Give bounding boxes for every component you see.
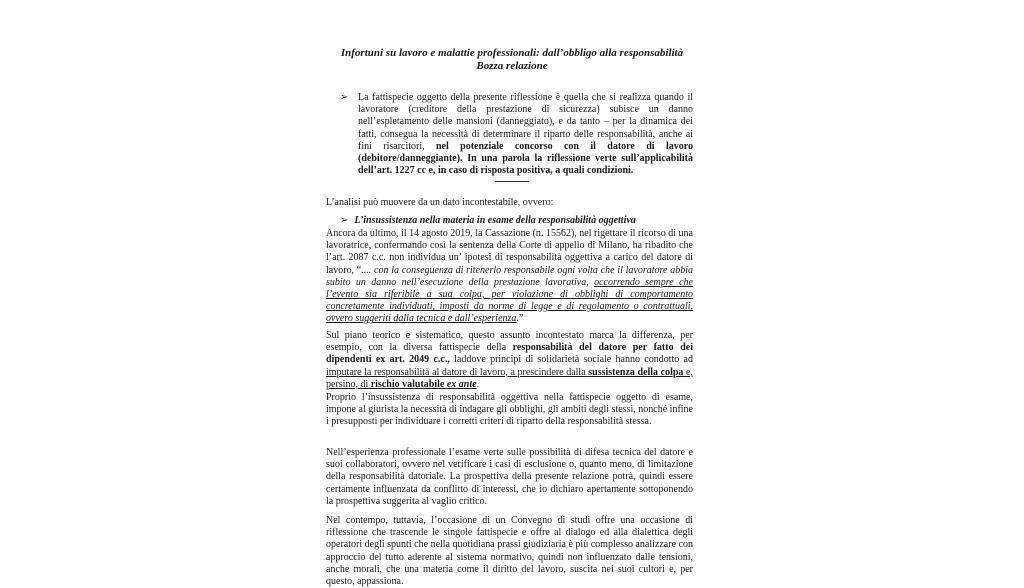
piano-underlined-1: imputare la responsabilità al datore di lavoro, a prescindere dalla xyxy=(326,366,589,378)
cassazione-quote-italic: .... con la conseguenza di ritenerlo responsabile ogni volta che il lavoratore abbia subito un danno nell’esecuzione della prestazione lavorativa, xyxy=(326,264,693,288)
cassazione-paragraph xyxy=(326,228,693,326)
separator-line xyxy=(495,181,529,182)
contempo-paragraph: Nel contempo, tuttavia, l’occasione di un Convegno di studi offre una occasione di riflessione che trascende le singole fattispecie e offre al dialogo ed alla dialettica degli operatori degli spunti che nella quotidiana prassi giudiziaria è più complesso analizzare con approccio del tutto aderente al sistema normativo, quindi non influenzato dalle tensioni, anche morali, che una materia come il diritto del lavoro, suscita nei suoi cultori e, per questo, appassiona. xyxy=(326,515,693,588)
cassazione-quote-close: .” xyxy=(516,313,524,325)
section-heading xyxy=(340,215,700,227)
bullet-arrow-icon: ➢ xyxy=(340,92,349,103)
intro-paragraph xyxy=(358,92,693,177)
analisi-paragraph: L’analisi può muovere da un dato incontestabile, ovvero: xyxy=(326,197,554,208)
document-title: Infortuni su lavoro e malattie professionali: dall’obbligo alla responsabilità xyxy=(340,47,684,59)
intro-text: La fattispecie oggetto della presente riflessione è quella che si realizza quando il lavoratore (creditore della prestazione di sicurezza) subisce un danno nell’espletamento delle mansioni (danneggiato), e da tanto – per la dinamica dei fatti, consegua la necessità di determinare il riparto delle responsabilità, anche ai fini risarcitori, xyxy=(358,92,693,152)
proprio-paragraph: Proprio l’insussistenza di responsabilità oggettiva nella fattispecie oggetto di esame, impone al giurista la necessità di indagare gli obblighi, gli ambiti degli stessi, nonché infine i presupposti per individuare i corretti criteri di riparto della responsabilità stessa. xyxy=(326,392,693,428)
heading-text: L’insussistenza nella materia in esame della responsabilità oggettiva xyxy=(354,215,636,226)
piano-text-1: Sul piano teorico e sistematico, questo assunto incontestato marca la differenza, per esempio, con la diversa fattispecie della xyxy=(326,330,693,354)
piano-underlined-bold-1: sussistenza della colpa xyxy=(588,366,684,378)
piano-bold-1: responsabilità del datore per fatto dei dipendenti ex art. 2049 c.c., xyxy=(326,342,693,366)
piano-text-2: laddove principi di solidarietà sociale hanno condotto ad xyxy=(449,354,693,366)
cassazione-quote-underlined: occorrendo sempre che l’evento sia riferibile a sua colpa, per violazione di obblighi di comportamento concretamente individuati, imposti da norme di legge e di regolamento o contrattuali, ovvero suggeriti dalla tecnica e dall’esperienza xyxy=(326,276,693,325)
piano-underlined-bold-2: rischio valutabile xyxy=(370,378,447,390)
piano-underlined-2: e, persino, di xyxy=(326,366,693,390)
document-subtitle: Bozza relazione xyxy=(476,60,548,72)
piano-end: . xyxy=(476,378,480,390)
piano-underlined-bold-italic: ex ante xyxy=(446,378,477,390)
heading-arrow-icon: ➢ xyxy=(340,215,349,226)
intro-bold-text: nel potenziale concorso con il datore di lavoro (debitore/danneggiante). In una parola la riflessione verte sull’applicabilità dell’art. 1227 cc e, in caso di risposta positiva, a quali condizioni. xyxy=(358,140,693,177)
piano-paragraph xyxy=(326,330,693,391)
cassazione-text: Ancora da ultimo, il 14 agosto 2019, la Cassazione (n. 15562), nel rigettare il ricorso di una lavoratrice, confermando così la sentenza della Corte di appello di Milano, ha ribadito che l’art. 2087 c.c. non individua un’ ipotesi di responsabilità oggettiva a carico del datore di lavoro, “ xyxy=(326,228,693,276)
esperienza-paragraph: Nell’esperienza professionale l’esame verte sulle possibilità di difesa tecnica del datore e suoi collaboratori, ovvero nel verificare i casi di esclusione o, quanto meno, di limitazione della responsabilità datoriale. La prospettiva della presente relazione potrà, quindi essere certamente influenzata da conflitto di interessi, che io dichiaro apertamente sottoponendo la prospettiva suggerita al vaglio critico. xyxy=(326,447,693,507)
